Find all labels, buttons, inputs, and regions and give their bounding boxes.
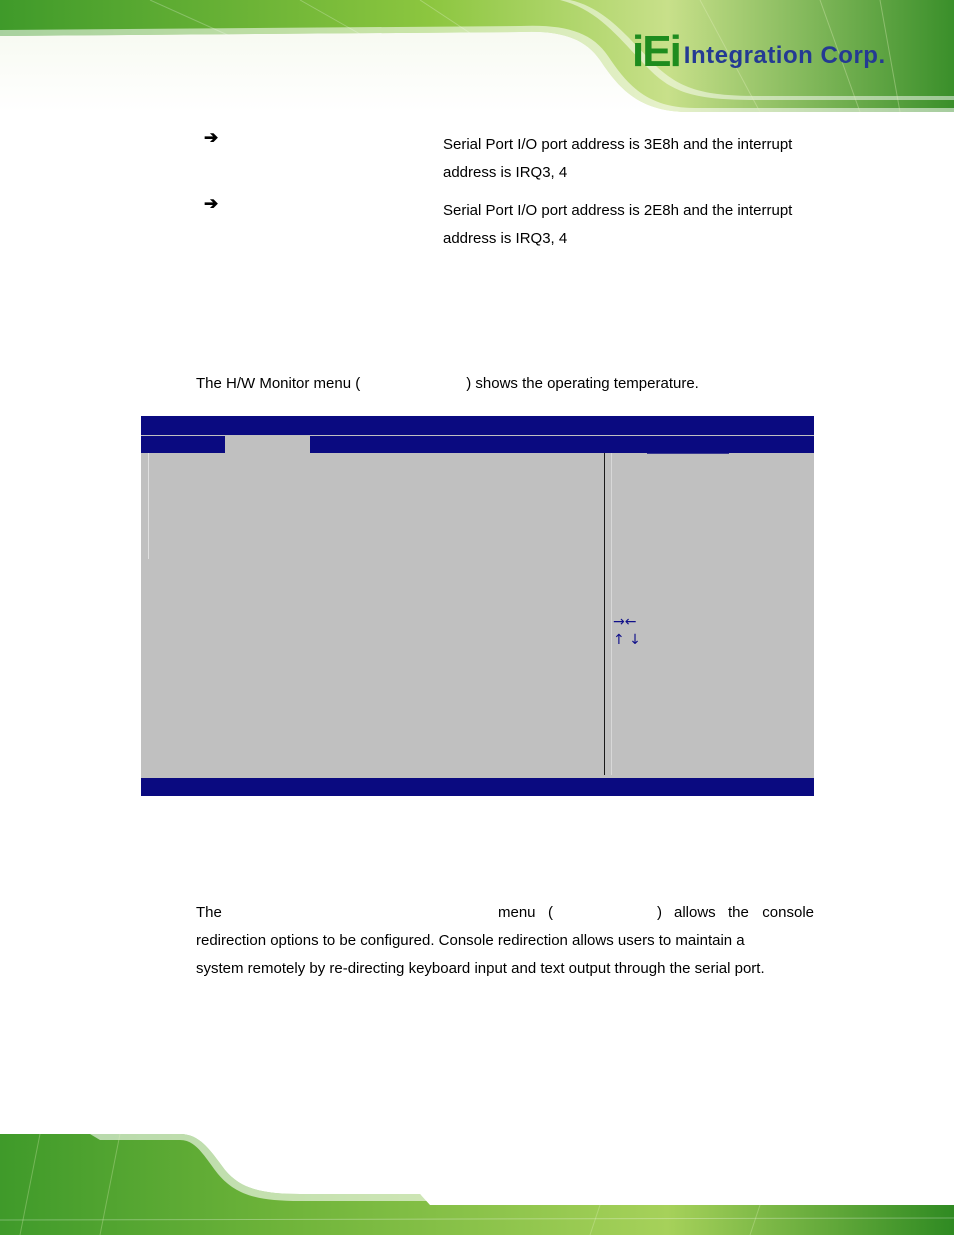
option-line: address is IRQ3, 4 [443,230,568,247]
hw-monitor-paragraph [196,370,699,398]
paragraph-line: system remotely by re-directing keyboard input and text output through the serial port. [196,960,765,977]
page-footer [0,1130,954,1235]
paragraph-text: The H/W Monitor menu ( [196,375,361,392]
footer-banner-graphic [0,1130,954,1235]
paragraph-line [196,899,814,927]
bios-help-panel [605,453,814,778]
company-logo [632,27,886,76]
bios-title-bar [141,416,814,435]
paragraph-word: menu [498,904,536,921]
select-item-arrows-icon: ↑ ↓ [613,632,641,648]
console-paragraph [196,899,814,983]
option-line: Serial Port I/O port address is 3E8h and the interrupt [443,136,793,153]
panel-edge [611,453,612,775]
option-line: Serial Port I/O port address is 2E8h and the interrupt [443,202,793,219]
paragraph-line: redirection options to be configured. Console redirection allows users to maintain a [196,932,745,949]
paragraph-word: The [196,904,222,921]
bios-screen [141,416,814,796]
paragraph-text: ) shows the operating temperature. [466,375,699,392]
paragraph-word: console [762,904,814,921]
paragraph-word: allows [674,904,716,921]
paragraph-word: ( [548,904,553,921]
bios-status-bar [141,778,814,796]
bios-main-panel [141,453,604,778]
bullet-arrow-icon: ➔ [204,194,219,213]
logo-text: Integration Corp. [683,42,886,69]
paragraph-word: the [728,904,749,921]
bios-menu-tab-active[interactable] [225,436,310,453]
panel-edge [148,453,149,559]
page-header [0,0,954,112]
bullet-arrow-icon: ➔ [204,128,219,147]
help-separator [647,453,729,454]
paragraph-word: ) [657,904,662,921]
option-line: address is IRQ3, 4 [443,164,568,181]
option-description [443,197,792,253]
logo-mark: iEi [632,27,680,76]
select-screen-arrows-icon: →← [613,614,637,630]
option-description [443,131,792,187]
